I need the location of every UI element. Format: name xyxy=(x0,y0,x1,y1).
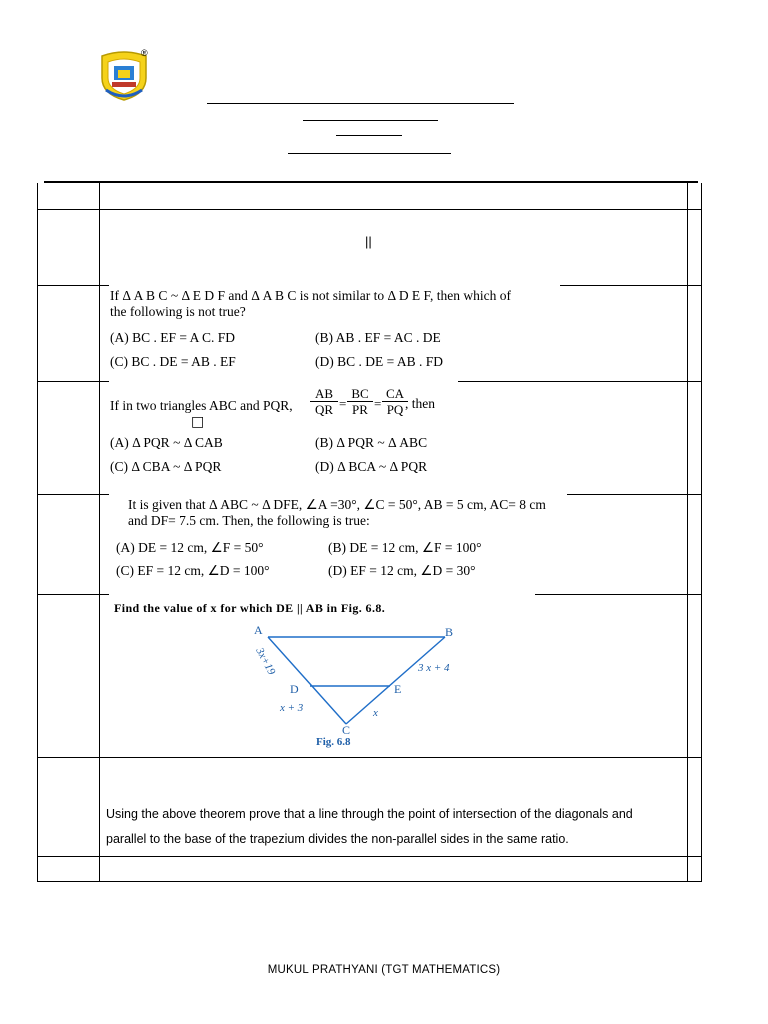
q2-fraction-bc-pr: $\frac{BC}{PR}$ xyxy=(347,386,373,417)
header-rule-1 xyxy=(207,103,514,104)
q2-equals-1: = xyxy=(339,396,347,411)
q2-option-d: (D) Δ BCA ~ Δ PQR xyxy=(315,459,428,474)
q3-option-d: (D) EF = 12 cm, ∠D = 30° xyxy=(328,563,476,578)
q1-option-b: (B) AB . EF = AC . DE xyxy=(315,330,441,345)
q1-option-a: (A) BC . EF = A C. FD xyxy=(110,330,236,345)
header-rule-4 xyxy=(288,153,451,154)
label-ec: x xyxy=(373,707,378,719)
q2-stem: If in two triangles ABC and PQR, xyxy=(110,398,293,413)
q1-option-c: (C) BC . DE = AB . EF xyxy=(110,354,236,369)
vertex-c-label: C xyxy=(342,723,351,737)
q2-option-a: (A) Δ PQR ~ Δ CAB xyxy=(110,435,223,450)
triangle-figure xyxy=(240,620,500,752)
q2-checkbox: □ xyxy=(191,414,205,430)
vertex-a-label: A xyxy=(254,623,263,637)
q2-option-b: (B) Δ PQR ~ Δ ABC xyxy=(315,435,428,450)
q3-stem-line1: It is given that Δ ABC ~ Δ DFE, ∠A =30°, ∠C = 50°, AB = 5 cm, AC= 8 cm xyxy=(128,497,546,512)
q2-option-c: (C) Δ CBA ~ Δ PQR xyxy=(110,459,222,474)
label-dc: x + 3 xyxy=(280,702,304,714)
header-rule-3 xyxy=(336,135,402,136)
q3-option-a: (A) DE = 12 cm, ∠F = 50° xyxy=(116,540,264,555)
q2-equals-2: = xyxy=(374,396,382,411)
q3-option-b: (B) DE = 12 cm, ∠F = 100° xyxy=(328,540,482,555)
q5-line2: parallel to the base of the trapezium divides the non-parallel sides in the same ratio. xyxy=(106,832,569,846)
q5-line1: Using the above theorem prove that a line through the point of intersection of the diagonals and xyxy=(106,807,633,821)
q1-option-d: (D) BC . DE = AB . FD xyxy=(315,354,443,369)
q3-stem-line2: and DF= 7.5 cm. Then, the following is true: xyxy=(128,513,370,528)
side-bc xyxy=(346,637,445,724)
parallel-symbol: || xyxy=(365,234,372,249)
registered-mark: ® xyxy=(141,48,148,58)
q2-fraction-ab-qr: $\frac{AB}{QR}$ xyxy=(310,386,338,417)
header-rule-2 xyxy=(303,120,438,121)
q1-stem-line1: If Δ A B C ~ Δ E D F and Δ A B C is not similar to Δ D E F, then which of xyxy=(110,288,511,303)
q1-stem-line2: the following is not true? xyxy=(110,304,246,319)
vertex-b-label: B xyxy=(445,625,454,639)
q2-stem-tail: , then xyxy=(405,396,435,411)
q3-option-c: (C) EF = 12 cm, ∠D = 100° xyxy=(116,563,270,578)
point-e-label: E xyxy=(394,682,402,696)
footer-author: MUKUL PRATHYANI (TGT MATHEMATICS) xyxy=(267,964,501,976)
q4-stem: Find the value of x for which DE || AB in Fig. 6.8. xyxy=(114,601,386,615)
q2-fraction-ca-pq: $\frac{CA}{PQ}$ xyxy=(382,386,408,417)
point-d-label: D xyxy=(290,682,299,696)
figure-caption: Fig. 6.8 xyxy=(316,736,351,748)
label-be: 3 x + 4 xyxy=(418,662,450,674)
label-ad: 3x+19 xyxy=(253,645,278,677)
